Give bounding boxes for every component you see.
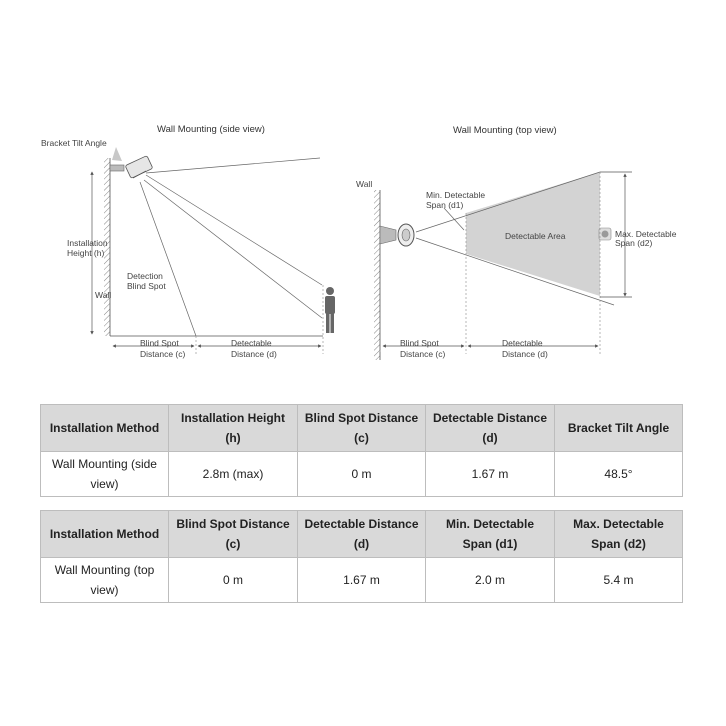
installation-height-label-2: Height (h) bbox=[67, 248, 105, 258]
top-detectable-distance-label-2: Distance (d) bbox=[502, 349, 548, 359]
top-blind-spot-distance-label-1: Blind Spot bbox=[400, 338, 439, 348]
max-span-label-1: Max. Detectable bbox=[615, 229, 677, 239]
min-span-label-1: Min. Detectable bbox=[426, 190, 486, 200]
top-wall-label: Wall bbox=[356, 179, 373, 189]
header-installation-method: Installation Method bbox=[41, 405, 169, 452]
side-blind-spot-distance-label-2: Distance (c) bbox=[140, 349, 186, 359]
side-ray-blind bbox=[140, 182, 196, 336]
cell-method: Wall Mounting (side view) bbox=[41, 452, 169, 497]
top-view-title: Wall Mounting (top view) bbox=[453, 125, 557, 136]
header-blind-spot-distance: Blind Spot Distance (c) bbox=[298, 405, 426, 452]
max-span-label-2: Span (d2) bbox=[615, 238, 653, 248]
header-bracket-tilt-angle: Bracket Tilt Angle bbox=[555, 405, 683, 452]
cell-max-span: 5.4 m bbox=[555, 558, 683, 603]
cell-detectable-distance: 1.67 m bbox=[298, 558, 426, 603]
detectable-area-label: Detectable Area bbox=[505, 231, 566, 241]
side-wall-label: Wall bbox=[95, 290, 112, 300]
header-max-detectable-span: Max. Detectable Span (d2) bbox=[555, 511, 683, 558]
side-detectable-distance-label-1: Detectable bbox=[231, 338, 272, 348]
target-icon bbox=[599, 228, 611, 240]
cell-blind-spot: 0 m bbox=[298, 452, 426, 497]
table-row bbox=[41, 558, 683, 603]
side-ray-far bbox=[146, 175, 322, 285]
top-blind-spot-distance-label-2: Distance (c) bbox=[400, 349, 446, 359]
person-icon bbox=[325, 287, 335, 333]
table-row bbox=[41, 452, 683, 497]
header-blind-spot-distance: Blind Spot Distance (c) bbox=[169, 511, 298, 558]
top-detectable-distance-label-1: Detectable bbox=[502, 338, 543, 348]
bracket-tilt-angle-label: Bracket Tilt Angle bbox=[41, 138, 107, 148]
cell-method: Wall Mounting (top view) bbox=[41, 558, 169, 603]
cell-min-span: 2.0 m bbox=[426, 558, 555, 603]
side-ray-top bbox=[146, 158, 320, 173]
header-detectable-distance: Detectable Distance (d) bbox=[298, 511, 426, 558]
installation-height-label-1: Installation bbox=[67, 238, 108, 248]
side-view-diagram bbox=[41, 124, 335, 359]
cell-height: 2.8m (max) bbox=[169, 452, 298, 497]
top-view-diagram bbox=[356, 125, 677, 360]
top-view-spec-table bbox=[40, 510, 683, 603]
radar-device-top-icon bbox=[380, 224, 414, 246]
side-ray-mid bbox=[144, 180, 322, 318]
cell-detectable-distance: 1.67 m bbox=[426, 452, 555, 497]
header-detectable-distance: Detectable Distance (d) bbox=[426, 405, 555, 452]
table-header-row bbox=[41, 511, 683, 558]
side-blind-spot-distance-label-1: Blind Spot bbox=[140, 338, 179, 348]
tilt-angle-wedge bbox=[112, 147, 122, 161]
detection-blind-spot-label-1: Detection bbox=[127, 271, 163, 281]
cell-tilt-angle: 48.5° bbox=[555, 452, 683, 497]
min-span-label-2: Span (d1) bbox=[426, 200, 464, 210]
side-view-spec-table bbox=[40, 404, 683, 497]
header-min-detectable-span: Min. Detectable Span (d1) bbox=[426, 511, 555, 558]
side-view-title: Wall Mounting (side view) bbox=[157, 124, 265, 135]
header-installation-height: Installation Height (h) bbox=[169, 405, 298, 452]
detection-blind-spot-label-2: Blind Spot bbox=[127, 281, 166, 291]
min-span-leader bbox=[444, 208, 464, 230]
table-header-row bbox=[41, 405, 683, 452]
side-detectable-distance-label-2: Distance (d) bbox=[231, 349, 277, 359]
header-installation-method: Installation Method bbox=[41, 511, 169, 558]
cell-blind-spot: 0 m bbox=[169, 558, 298, 603]
top-wall-hatch bbox=[374, 190, 380, 360]
